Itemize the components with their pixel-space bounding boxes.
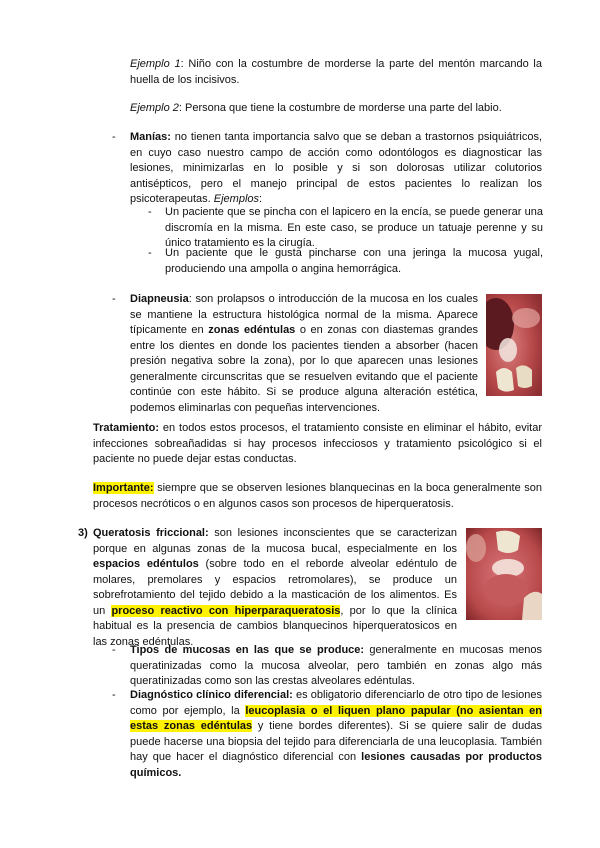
example-1: Ejemplo 1: Niño con la costumbre de morderse la parte del mentón marcando la huella de los incisivos. (130, 58, 542, 86)
oral-mucosa-photo-2 (466, 528, 542, 620)
manias-example-2: Un paciente que le gusta pincharse con una jeringa la mucosa yugal, produciendo una ampolla o angina hemorrágica. (165, 247, 543, 275)
example-2: Ejemplo 2: Persona que tiene la costumbre de morderse una parte del labio. (130, 102, 502, 114)
tratamiento-paragraph: Tratamiento: en todos estos procesos, el tratamiento consiste en eliminar el hábito, evitar infecciones sobreañadidas si hay procesos infecciosos y tratamiento psicológico si el paciente no puede dejar estas conductas. (93, 422, 542, 465)
section-number: 3) (78, 527, 88, 539)
bullet-dash: - (112, 644, 116, 656)
importante-paragraph: Importante: siempre que se observen lesiones blanquecinas en la boca generalmente son procesos necróticos o en algunos casos son procesos de hiperqueratosis. (93, 482, 542, 510)
manias-example-1: Un paciente que se pincha con el lapicero en la encía, se puede generar una discromía en la misma. En este caso, se produce un tatuaje perenne y su único tratamiento es la cirugía. (165, 206, 543, 249)
diapneusia-paragraph: Diapneusia: son prolapsos o introducción de la mucosa en los cuales se mantiene la estructura histológica normal de la misma. Aparece típicamente en zonas edéntulas o en zonas con diastemas grandes entre los dientes en donde los pacientes tienden a absorber (hacen presión negativa sobre la zona), por lo que aparecen unas lesiones generalmente circunscritas que se resuelven evitando que el paciente continúe con este hábito. Si se produce alguna alteración estética, podemos eliminarlas con pequeñas intervenciones. (130, 293, 478, 414)
bullet-dash: - (112, 131, 116, 143)
sub-bullet-dash: - (148, 206, 152, 218)
manias-paragraph: Manías: no tienen tanta importancia salvo que se deban a trastornos psiquiátricos, en cuyo caso nuestro campo de acción como odontólogos es diagnosticar las lesiones, minimizarlas en lo posible y si son dolorosas utilizar colutorios antisépticos, pero el manejo principal de estos pacientes lo realizan los psicoterapeutas. Ejemplos: (130, 131, 542, 205)
bullet-dash: - (112, 293, 116, 305)
queratosis-photo (466, 528, 542, 620)
tipos-mucosas-paragraph: Tipos de mucosas en las que se produce: generalmente en mucosas menos queratinizadas como la mucosa alveolar, pero también en zonas algo más queratinizadas como son las crestas alveolares edéntulas. (130, 644, 543, 687)
queratosis-paragraph: Queratosis friccional: son lesiones inconscientes que se caracterizan porque en algunas zonas de la mucosa bucal, especialmente en los espacios edéntulos (sobre todo en el reborde alveolar edéntulo de molares, premolares y espacios retromolares), se produce un sobrefrotamiento del tejido debido a la masticación de los alimentos. Es un proceso reactivo con hiperparaqueratosis, por lo que la clínica habitual es la presencia de cambios blanquecinos hiperqueratosicos en las zonas edéntulas. (93, 527, 458, 648)
sub-bullet-dash: - (148, 247, 152, 259)
oral-mucosa-photo-1 (486, 294, 542, 396)
bullet-dash: - (112, 689, 116, 701)
diagnostico-paragraph: Diagnóstico clínico diferencial: es obligatorio diferenciarlo de otro tipo de lesiones como por ejemplo, la leucoplasia o el liquen plano papular (no asientan en estas zonas edéntulas y tiene bordes diferentes). Si se quiere salir de dudas puede hacerse una biopsia del tejido para diferenciarla de una leucoplasia. También hay que hacer el diagnóstico diferencial con lesiones causadas por productos químicos. (130, 689, 543, 779)
diapneusia-photo (486, 294, 542, 396)
